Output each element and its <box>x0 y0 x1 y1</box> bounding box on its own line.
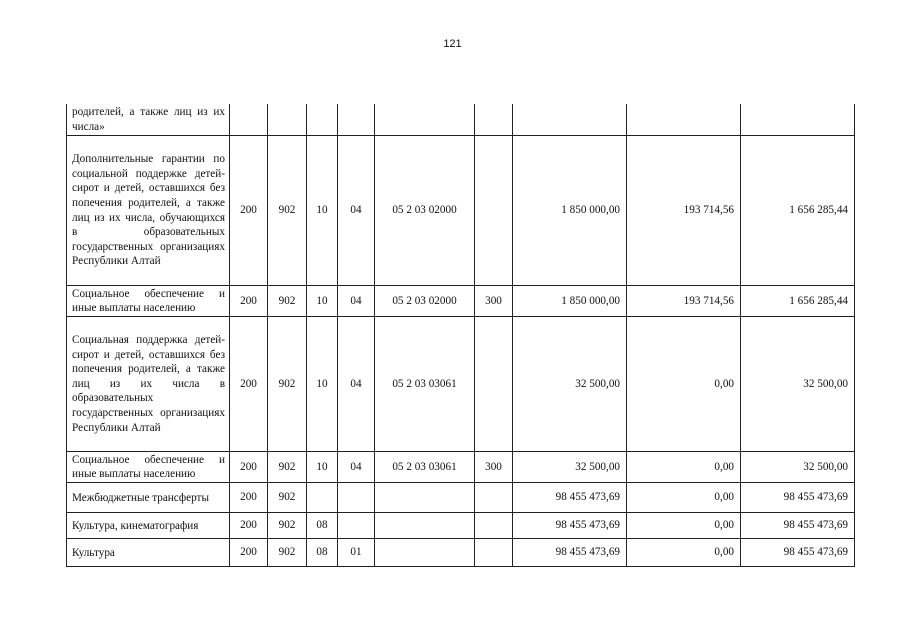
code-admin: 200 <box>230 482 268 512</box>
code-target-article <box>375 104 475 135</box>
row-name: Культура, кинематография <box>67 512 230 538</box>
code-admin: 200 <box>230 135 268 285</box>
amount-remaining <box>741 104 855 135</box>
code-admin: 200 <box>230 451 268 482</box>
code-expense-type <box>475 538 513 566</box>
amount-remaining: 98 455 473,69 <box>741 482 855 512</box>
code-subsection: 01 <box>338 538 375 566</box>
code-section <box>307 482 338 512</box>
code-admin: 200 <box>230 538 268 566</box>
amount-planned: 98 455 473,69 <box>513 482 627 512</box>
table-row <box>67 316 855 451</box>
code-expense-type: 300 <box>475 285 513 316</box>
code-expense-type <box>475 104 513 135</box>
amount-remaining: 32 500,00 <box>741 316 855 451</box>
code-section: 10 <box>307 316 338 451</box>
page-number: 121 <box>443 38 462 50</box>
table-row <box>67 482 855 512</box>
code-admin: 200 <box>230 285 268 316</box>
amount-remaining: 32 500,00 <box>741 451 855 482</box>
amount-executed: 0,00 <box>627 482 741 512</box>
amount-planned: 98 455 473,69 <box>513 538 627 566</box>
amount-planned: 32 500,00 <box>513 451 627 482</box>
row-name: Социальное обеспечение и иные выплаты населению <box>67 285 230 316</box>
code-admin <box>230 104 268 135</box>
code-ministry: 902 <box>268 451 307 482</box>
code-expense-type: 300 <box>475 451 513 482</box>
amount-remaining: 98 455 473,69 <box>741 538 855 566</box>
table-row <box>67 104 855 135</box>
code-section: 10 <box>307 451 338 482</box>
amount-executed: 0,00 <box>627 512 741 538</box>
code-section: 08 <box>307 512 338 538</box>
code-section: 08 <box>307 538 338 566</box>
row-name: Дополнительные гарантии по социальной поддержке детей-сирот и детей, оставшихся без попечения родителей, а также лиц из их числа, обучающихся в образовательных государственных организациях Республики Алтай <box>67 135 230 285</box>
code-admin: 200 <box>230 316 268 451</box>
amount-remaining: 98 455 473,69 <box>741 512 855 538</box>
code-target-article: 05 2 03 02000 <box>375 285 475 316</box>
row-name: Социальное обеспечение и иные выплаты населению <box>67 451 230 482</box>
amount-remaining: 1 656 285,44 <box>741 135 855 285</box>
code-subsection: 04 <box>338 451 375 482</box>
code-expense-type <box>475 482 513 512</box>
code-target-article: 05 2 03 02000 <box>375 135 475 285</box>
code-target-article: 05 2 03 03061 <box>375 451 475 482</box>
code-ministry: 902 <box>268 512 307 538</box>
code-expense-type <box>475 135 513 285</box>
code-section <box>307 104 338 135</box>
code-target-article <box>375 538 475 566</box>
amount-executed <box>627 104 741 135</box>
code-section: 10 <box>307 285 338 316</box>
code-ministry <box>268 104 307 135</box>
code-ministry: 902 <box>268 285 307 316</box>
amount-planned: 98 455 473,69 <box>513 512 627 538</box>
amount-executed: 0,00 <box>627 538 741 566</box>
amount-executed: 193 714,56 <box>627 135 741 285</box>
amount-planned: 1 850 000,00 <box>513 285 627 316</box>
code-ministry: 902 <box>268 482 307 512</box>
code-section: 10 <box>307 135 338 285</box>
row-name: Социальная поддержка детей-сирот и детей, оставшихся без попечения родителей, а также лиц из их числа в образовательных государственных организациях Республики Алтай <box>67 316 230 451</box>
amount-executed: 193 714,56 <box>627 285 741 316</box>
code-target-article <box>375 512 475 538</box>
code-subsection: 04 <box>338 285 375 316</box>
code-ministry: 902 <box>268 316 307 451</box>
table-row <box>67 451 855 482</box>
code-ministry: 902 <box>268 135 307 285</box>
row-name: Межбюджетные трансферты <box>67 482 230 512</box>
amount-executed: 0,00 <box>627 316 741 451</box>
amount-remaining: 1 656 285,44 <box>741 285 855 316</box>
row-name: родителей, а также лиц из их числа» <box>67 104 230 135</box>
code-expense-type <box>475 316 513 451</box>
amount-executed: 0,00 <box>627 451 741 482</box>
code-subsection: 04 <box>338 316 375 451</box>
row-name: Культура <box>67 538 230 566</box>
table-row <box>67 135 855 285</box>
code-target-article <box>375 482 475 512</box>
amount-planned <box>513 104 627 135</box>
code-expense-type <box>475 512 513 538</box>
code-admin: 200 <box>230 512 268 538</box>
amount-planned: 32 500,00 <box>513 316 627 451</box>
code-subsection <box>338 482 375 512</box>
code-target-article: 05 2 03 03061 <box>375 316 475 451</box>
code-subsection: 04 <box>338 135 375 285</box>
table-row <box>67 538 855 566</box>
amount-planned: 1 850 000,00 <box>513 135 627 285</box>
table-row <box>67 512 855 538</box>
code-ministry: 902 <box>268 538 307 566</box>
table-row <box>67 285 855 316</box>
budget-table <box>66 104 855 567</box>
code-subsection <box>338 512 375 538</box>
code-subsection <box>338 104 375 135</box>
